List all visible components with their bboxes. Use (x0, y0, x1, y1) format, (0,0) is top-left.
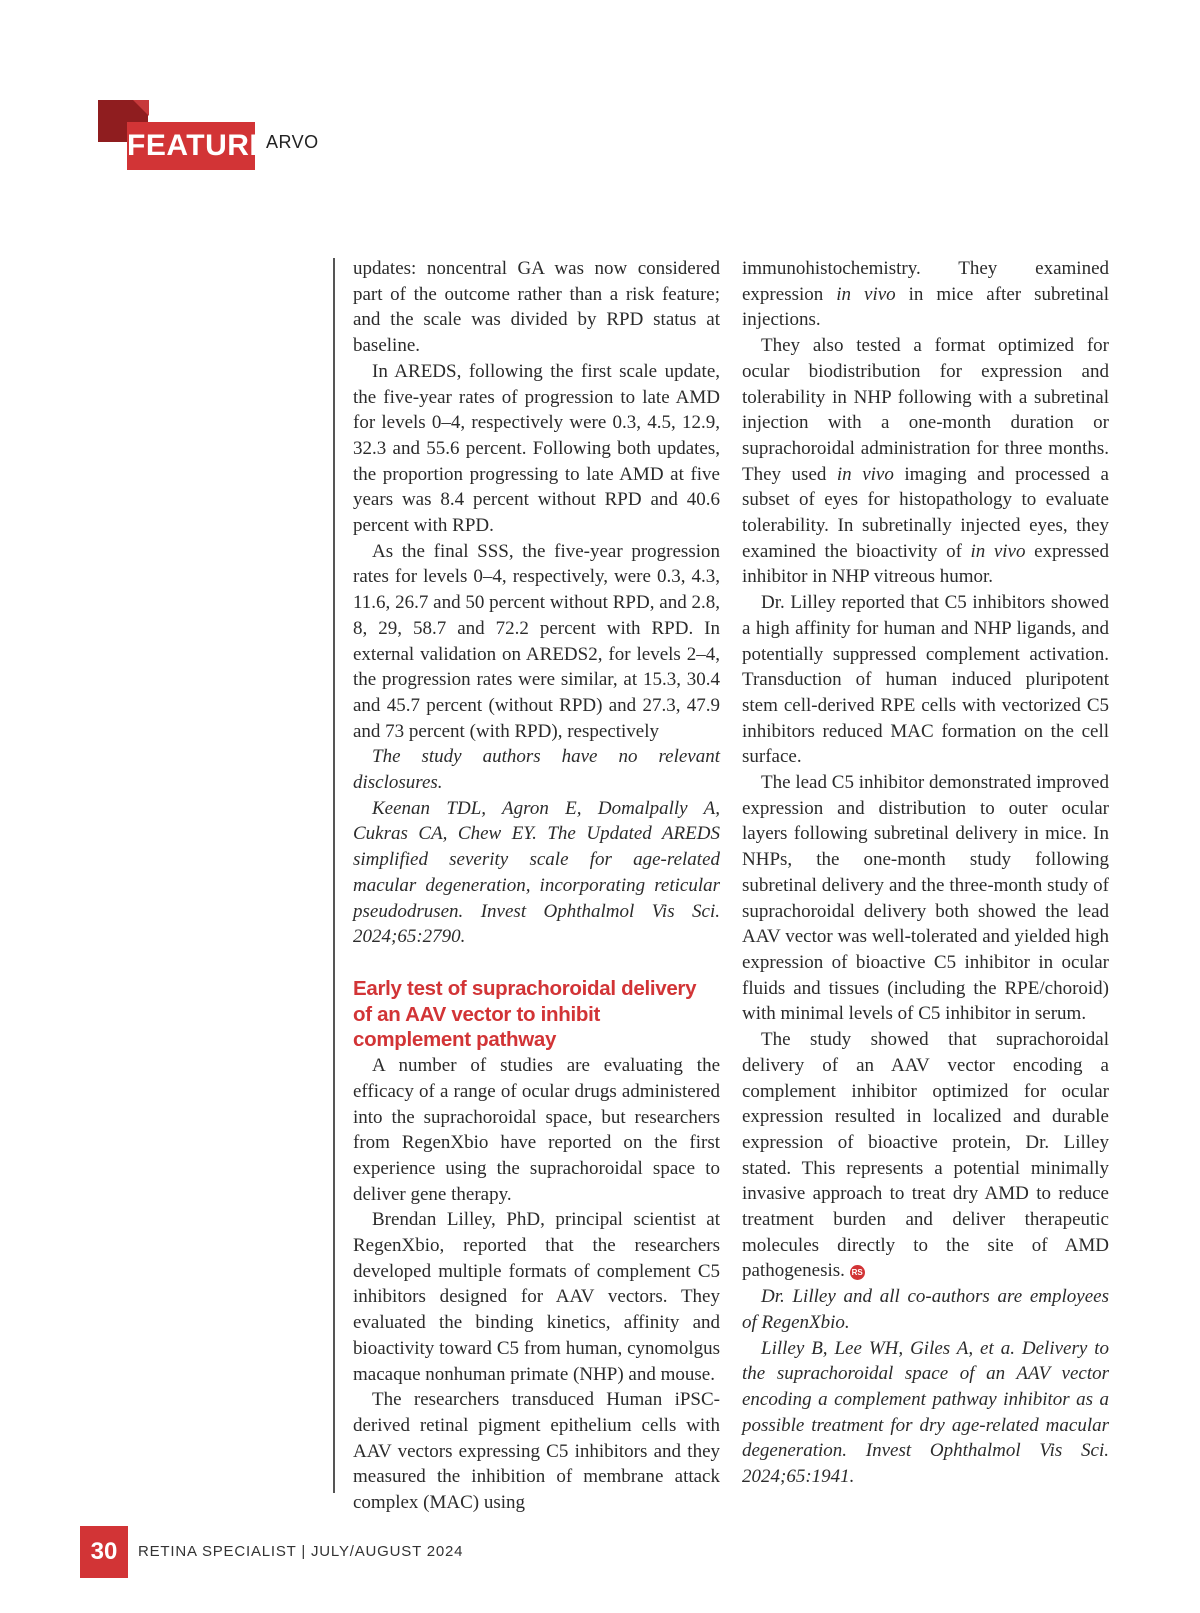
paragraph (742, 333, 1109, 590)
section-heading: Early test of suprachoroidal delivery of an AAV vector to inhibit complement pathway (353, 976, 697, 1052)
text-run: in mice after subretinal injections. (742, 283, 1109, 331)
paragraph: Brendan Lilley, PhD, principal scientist at RegenXbio, reported that the researchers developed multiple formats of complement C5 inhibitors designed for AAV vectors. They evaluated the binding kinetics, affinity and bioactivity toward C5 from human, cynomolgus macaque nonhuman primate (NHP) and mouse. (353, 1209, 720, 1385)
publication-footer: RETINA SPECIALIST | JULY/AUGUST 2024 (138, 1543, 464, 1560)
italic-text: in vivo (836, 463, 894, 485)
right-column (742, 256, 1109, 1490)
disclosure-note: Dr. Lilley and all co-authors are employees of RegenXbio. (742, 1286, 1109, 1333)
paragraph (742, 256, 1109, 333)
page-number: 30 (80, 1526, 128, 1578)
paragraph: updates: noncentral GA was now considered part of the outcome rather than a risk feature; and the scale was divided by RPD status at baseline. (353, 258, 720, 357)
disclosure-note: The study authors have no relevant disclosures. (353, 746, 720, 794)
paragraph: In AREDS, following the first scale update, the five-year rates of progression to late AMD for levels 0–4, respectively were 0.3, 4.5, 12.9, 32.3 and 55.6 percent. Following both updates, the proportion progressing to late AMD at five years was 8.4 percent without RPD and 40.6 percent with RPD. (353, 360, 720, 537)
column-rule (333, 258, 335, 1493)
text-run: imaging and processed a subset of eyes for histopathology to evaluate tolerability. In subretinally injected eyes, they examined the bioactivity of (742, 463, 1109, 562)
citation: Keenan TDL, Agron E, Domalpally A, Cukras CA, Chew EY. The Updated AREDS simplified severity scale for age-related macular degeneration, incorporating reticular pseudodrusen. Invest Ophthalmol Vis Sci. 2024;65:2790. (353, 797, 720, 948)
citation: Lilley B, Lee WH, Giles A, et a. Delivery to the suprachoroidal space of an AAV vector encoding a complement pathway inhibitor as a possible treatment for dry age-related macular degeneration. Invest Ophthalmol Vis Sci. 2024;65:1941. (742, 1337, 1109, 1488)
paragraph: Dr. Lilley reported that C5 inhibitors showed a high affinity for human and NHP ligands, and potentially suppressed complement activation. Transduction of human induced pluripotent stem cell-derived RPE cells with vectorized C5 inhibitors reduced MAC formation on the cell surface. (742, 592, 1109, 768)
left-column (353, 256, 720, 1516)
text-run: immunohistochemistry. They examined expression (742, 258, 1109, 305)
text-run: The study showed that suprachoroidal delivery of an AAV vector encoding a complement inhibitor optimized for ocular expression resulted in localized and durable expression of bioactive protein, Dr. Lilley stated. This represents a potential minimally invasive approach to treat dry AMD to reduce treatment burden and deliver therapeutic molecules directly to the site of AMD pathogenesis. (742, 1029, 1109, 1282)
paragraph: A number of studies are evaluating the efficacy of a range of ocular drugs administered into the suprachoroidal space, but researchers from RegenXbio have reported on the first experience using the suprachoroidal space to deliver gene therapy. (353, 1055, 720, 1205)
paragraph: The lead C5 inhibitor demonstrated improved expression and distribution to outer ocular layers following subretinal delivery in mice. In NHPs, the one-month study following subretinal delivery and the three-month study of suprachoroidal delivery both showed the lead AAV vector was well-tolerated and yielded high expression of bioactive C5 inhibitor in ocular fluids and tissues (including the RPE/choroid) with minimal levels of C5 inhibitor in serum. (742, 772, 1109, 1025)
italic-text: in vivo (970, 540, 1026, 562)
section-tag: ARVO (266, 132, 319, 152)
paragraph: As the final SSS, the five-year progression rates for levels 0–4, respectively, were 0.3, 4.3, 11.6, 26.7 and 50 percent without RPD, and 2.8, 8, 29, 58.7 and 72.2 percent with RPD. In external validation on AREDS2, for levels 2–4, the progression rates were similar, at 15.3, 30.4 and 45.7 percent (without RPD) and 27.3, 47.9 and 73 percent (with RPD), respectively (353, 540, 720, 742)
paragraph: The researchers transduced Human iPSC-derived retinal pigment epithelium cells with AAV vectors expressing C5 inhibitors and they measured the inhibition of membrane attack complex (MAC) using (353, 1389, 720, 1514)
feature-badge: FEATURE (127, 122, 255, 170)
text-run: They also tested a format optimized for ocular biodistribution for expression and tolerability in NHP following with a subretinal injection with a one-month duration or suprachoroidal administration for three months. They used (742, 335, 1109, 485)
italic-text: in vivo (836, 283, 896, 305)
paragraph (742, 1027, 1109, 1284)
badge-corner-decoration (133, 100, 149, 116)
end-mark-icon: RS (850, 1265, 865, 1280)
text-run: expressed inhibitor in NHP vitreous humor. (742, 540, 1109, 588)
